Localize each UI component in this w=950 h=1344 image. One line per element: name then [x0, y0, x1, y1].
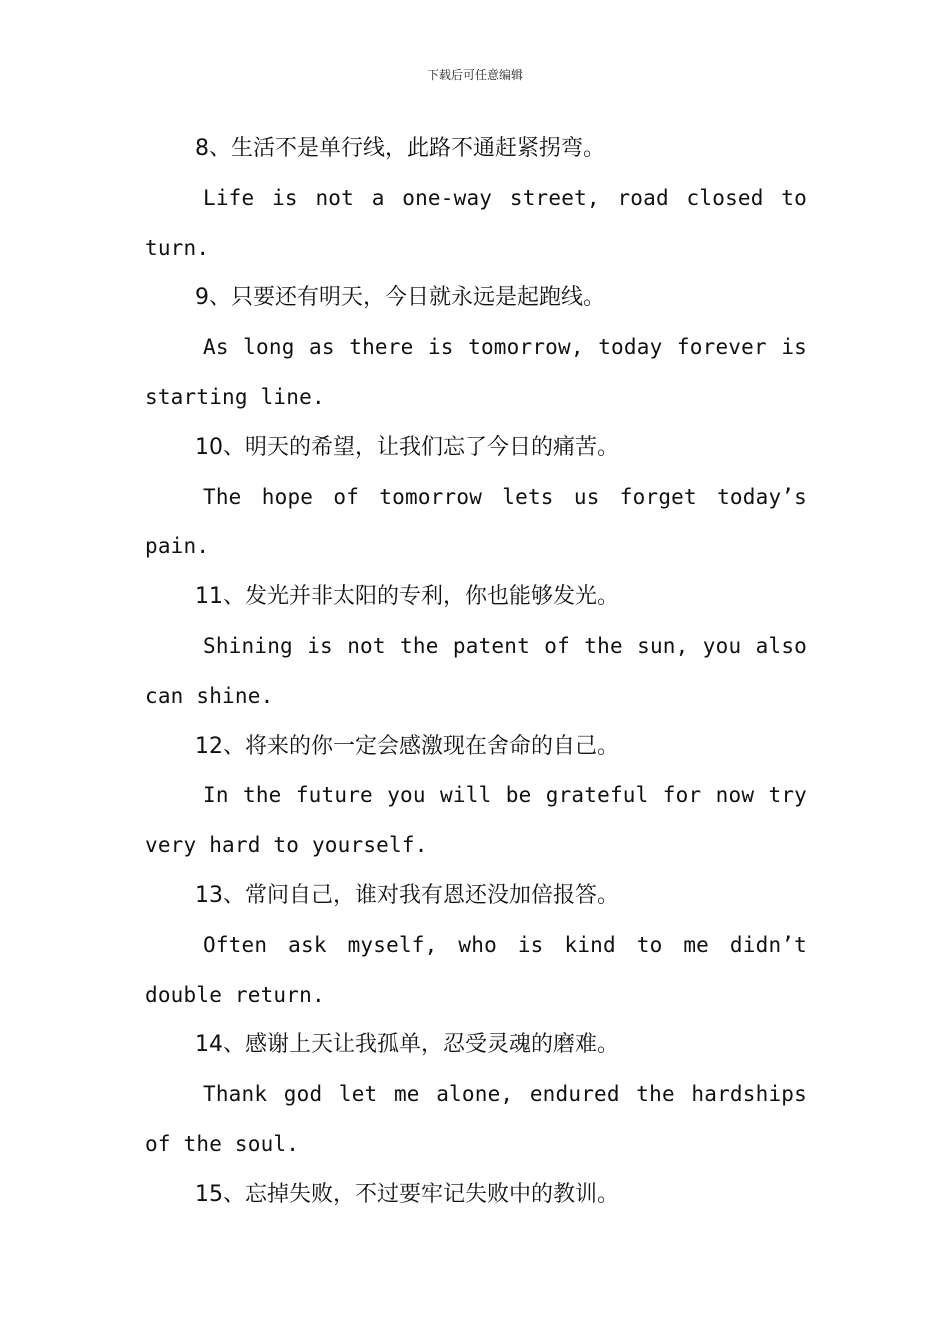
chinese-line: 11、发光并非太阳的专利，你也能够发光。: [195, 584, 619, 610]
entry: [145, 124, 807, 273]
document-body: [145, 124, 807, 1220]
english-line: Thank god let me alone, endured the hardships of the soul.: [145, 1082, 807, 1156]
entry: [145, 1170, 807, 1220]
chinese-line: 10、明天的希望，让我们忘了今日的痛苦。: [195, 434, 619, 460]
chinese-line: 15、忘掉失败，不过要牢记失败中的教训。: [195, 1181, 619, 1207]
english-line: Often ask myself, who is kind to me didn’t double return.: [145, 932, 807, 1007]
english-line: In the future you will be grateful for now try very hard to yourself.: [145, 783, 807, 858]
entry: [145, 572, 807, 721]
chinese-line: 9、只要还有明天，今日就永远是起跑线。: [195, 285, 605, 311]
english-line: As long as there is tomorrow, today forever is starting line.: [145, 335, 807, 409]
english-line: Shining is not the patent of the sun, you also can shine.: [145, 633, 807, 708]
chinese-line: 8、生活不是单行线，此路不通赶紧拐弯。: [195, 136, 605, 161]
chinese-line: 12、将来的你一定会感激现在舍命的自己。: [195, 733, 619, 759]
chinese-line: 13、常问自己，谁对我有恩还没加倍报答。: [195, 882, 619, 908]
entry: [145, 273, 807, 422]
english-line: Life is not a one-way street, road closed to turn.: [145, 185, 807, 260]
entry: [145, 722, 807, 871]
chinese-line: 14、感谢上天让我孤单，忍受灵魂的磨难。: [195, 1032, 619, 1058]
entry: [145, 1020, 807, 1169]
page-header: 下载后可任意编辑: [426, 68, 523, 82]
english-line: The hope of tomorrow lets us forget today’s pain.: [145, 484, 807, 559]
entry: [145, 871, 807, 1020]
entry: [145, 423, 807, 572]
